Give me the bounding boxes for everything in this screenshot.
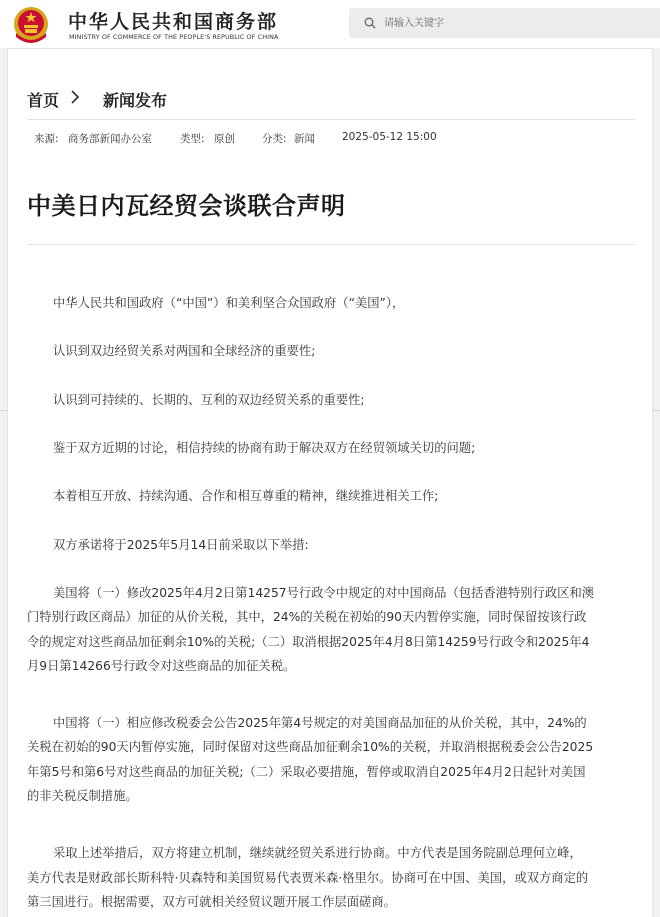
article-paragraph-line: 年第5号和第6号对这些商品的加征关税;（二）采取必要措施，暂停或取消自2025年4月2日起针对美国 [27, 765, 586, 779]
meta-category: 新闻 [294, 133, 315, 145]
chevron-right-icon [70, 89, 80, 105]
article-title: 中美日内瓦经贸会谈联合声明 [27, 192, 346, 220]
site-name-en: MINISTRY OF COMMERCE OF THE PEOPLE'S REPUBLIC OF CHINA [69, 33, 279, 41]
header-divider [8, 48, 652, 49]
article-paragraph: 双方承诺将于2025年5月14日前采取以下举措: [53, 538, 309, 552]
gutter-divider [653, 410, 660, 411]
article-paragraph: 本着相互开放、持续沟通、合作和相互尊重的精神，继续推进相关工作; [53, 489, 439, 503]
article-paragraph-line: 美方代表是财政部长斯科特·贝森特和美国贸易代表贾米森·格里尔。协商可在中国、美国，或双方商定的 [27, 871, 589, 885]
article-paragraph-line: 的非关税反制措施。 [27, 789, 138, 803]
search-icon[interactable] [364, 17, 376, 29]
title-divider [27, 244, 635, 245]
site-header [0, 0, 660, 48]
left-gutter [0, 48, 8, 917]
article-paragraph-line: 第三国进行。根据需要，双方可就相关经贸议题开展工作层面磋商。 [27, 895, 396, 909]
article-paragraph-line: 月9日第14266号行政令对这些商品的加征关税。 [27, 659, 296, 673]
meta-type: 原创 [214, 133, 235, 145]
article-paragraph-line: 关税在初始的90天内暂停实施，同时保留对这些商品加征剩余10%的关税，并取消根据税委会公告2025 [27, 740, 594, 754]
search-input[interactable] [384, 12, 644, 34]
meta-source-label: 来源: [34, 133, 59, 145]
article-paragraph-line: 门特别行政区商品）加征的从价关税，其中，24%的关税在初始的90天内暂停实施，同时保留按该行政 [27, 610, 587, 624]
meta-source: 商务部新闻办公室 [68, 133, 152, 145]
article-paragraph-line: 中国将（一）相应修改税委会公告2025年第4号规定的对美国商品加征的从价关税，其中，24%的 [53, 716, 587, 730]
right-gutter [652, 48, 660, 917]
article-paragraph: 认识到双边经贸关系对两国和全球经济的重要性; [53, 344, 316, 358]
article-paragraph: 认识到可持续的、长期的、互利的双边经贸关系的重要性; [53, 393, 365, 407]
article-paragraph-line: 美国将（一）修改2025年4月2日第14257号行政令中规定的对中国商品（包括香港特别行政区和澳 [53, 586, 595, 600]
meta-category-label: 分类: [262, 133, 287, 145]
article-paragraph: 中华人民共和国政府（“中国”）和美利坚合众国政府（“美国”）， [53, 296, 405, 310]
breadcrumb-section[interactable]: 新闻发布 [103, 91, 168, 110]
breadcrumb-home[interactable]: 首页 [27, 91, 60, 110]
site-name-cn[interactable]: 中华人民共和国商务部 [68, 11, 279, 33]
meta-datetime: 2025-05-12 15:00 [342, 131, 437, 143]
gutter-divider [0, 410, 8, 411]
article-paragraph-line: 令的规定对这些商品加征剩余10%的关税;（二）取消根据2025年4月8日第14259号行政令和2025年4 [27, 635, 590, 649]
breadcrumb-divider [27, 119, 635, 120]
national-emblem-icon[interactable] [12, 3, 50, 45]
article-paragraph: 鉴于双方近期的讨论，相信持续的协商有助于解决双方在经贸领域关切的问题; [53, 441, 476, 455]
article-paragraph-line: 采取上述举措后，双方将建立机制，继续就经贸关系进行协商。中方代表是国务院副总理何立峰， [53, 846, 582, 860]
meta-type-label: 类型: [180, 133, 205, 145]
